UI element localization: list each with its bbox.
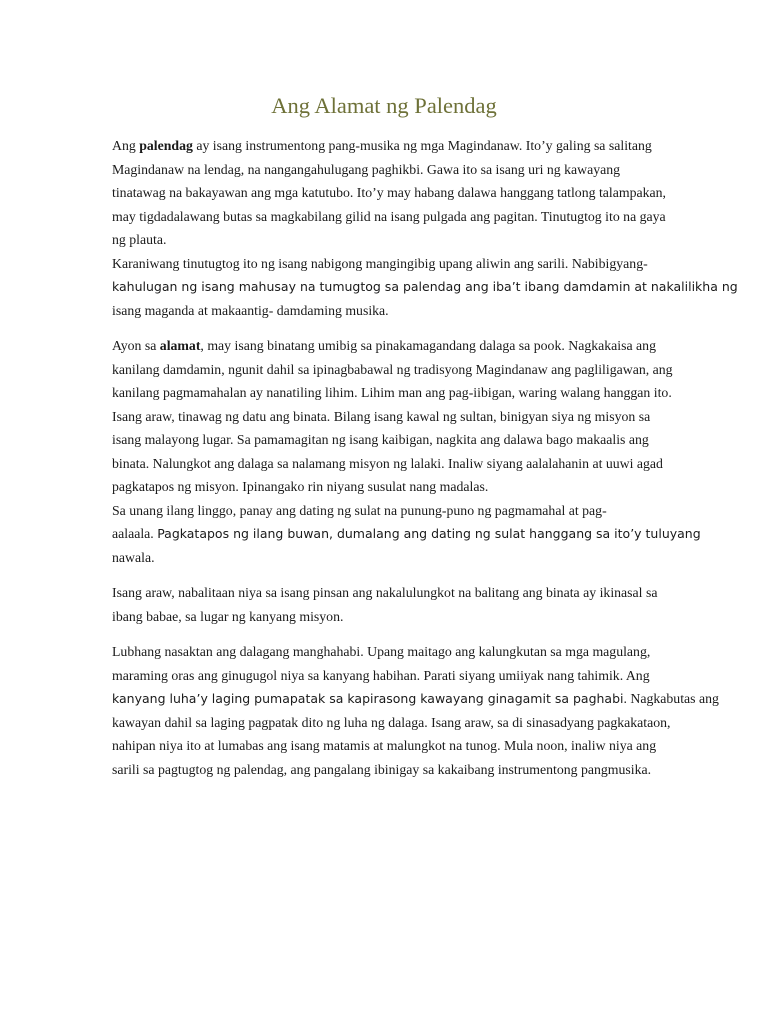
text-line [112,687,719,711]
text-line: maraming oras ang ginugugol niya sa kanyang habihan. Parati siyang umiiyak nang tahimik. Ang [112,667,650,683]
text-line: isang maganda at makaantig- damdaming musika. [112,302,389,318]
text-line [112,134,660,158]
text-line: Isang araw, nabalitaan niya sa isang pinsan ang nakalulungkot na balitang ang binata ay ikinasal sa [112,585,658,600]
text-span: Pagkatapos ng ilang buwan, dumalang ang dating ng sulat hanggang sa ito’y tuluyang [157,526,701,541]
text-line: ng plauta. [112,232,167,247]
text-line: tinatawag na bakayawan ang mga katutubo. Ito’y may habang dalawa hanggang tatlong talampakan, [112,185,666,200]
text-span: kanyang luha’y laging pumapatak sa kapirasong kawayang ginagamit sa paghabi [112,691,624,706]
text-line: kanilang damdamin, ngunit dahil sa ipinagbabawal ng tradisyong Magindanaw ang pagliligawan, ang [112,361,673,377]
text-span: , may isang binatang umibig sa pinakamagandang dalaga sa pook. Nagkakaisa ang [200,338,656,353]
text-line: Sa unang ilang linggo, panay ang dating ng sulat na punung-puno ng pagmamahal at pag- [112,502,607,518]
text-line [112,334,660,358]
text-line: nawala. [112,549,155,565]
bold-term-alamat: alamat [159,338,201,353]
text-line: nahipan niya ito at lumabas ang isang matamis at malungkot na tunog. Mula noon, inaliw niya ang [112,738,657,753]
text-line: sarili sa pagtugtog ng palendag, ang pangalang ibinigay sa kakaibang instrumentong pangmusika. [112,761,652,777]
paragraph-3 [112,581,660,628]
document-body [112,134,738,793]
text-line: binata. Nalungkot ang dalaga sa nalamang misyon ng lalaki. Inaliw siyang aalalahanin at uuwi agad [112,455,663,471]
text-span: aalaala. [112,526,158,541]
text-line: kanilang pagmamahalan ay nanatiling lihim. Lihim man ang pag-iibigan, waring walang hanggan ito. [112,385,672,400]
paragraph-1 [112,134,738,322]
text-span: Ayon sa [112,338,160,353]
text-line: ibang babae, sa lugar ng kanyang misyon. [112,608,344,624]
text-span: ay isang instrumentong pang-musika ng mga Magindanaw. Ito’y galing sa salitang [192,138,652,153]
page-title: Ang Alamat ng Palendag [271,93,497,118]
text-line: kahulugan ng isang mahusay na tumugtog sa palendag ang iba’t ibang damdamin at nakalilikha ng [112,279,738,294]
text-line: Isang araw, tinawag ng datu ang binata. Bilang isang kawal ng sultan, binigyan siya ng misyon sa [112,408,651,424]
text-line: isang malayong lugar. Sa pamamagitan ng isang kaibigan, nagkita ang dalawa bago makaalis ang [112,432,649,447]
text-line: Magindanaw na lendag, na nangangahulugang paghikbi. Gawa ito sa isang uri ng kawayang [112,161,621,177]
text-span: . Nagkabutas ang [623,691,719,706]
bold-term-palendag: palendag [139,138,193,153]
text-span: Ang [112,138,140,153]
text-line: kawayan dahil sa laging pagpatak dito ng luha ng dalaga. Isang araw, sa di sinasadyang pagkakataon, [112,714,671,730]
paragraph-4 [112,640,719,781]
text-line: Karaniwang tinutugtog ito ng isang nabigong mangingibig upang aliwin ang sarili. Nabibigyang- [112,255,648,271]
text-line: Lubhang nasaktan ang dalagang manghahabi. Upang maitago ang kalungkutan sa mga magulang, [112,644,651,659]
paragraph-2 [112,334,701,569]
text-line: pagkatapos ng misyon. Ipinangako rin niyang susulat nang madalas. [112,479,489,494]
text-line: may tigdadalawang butas sa magkabilang gilid na isang pulgada ang pagitan. Tinutugtog ito na gaya [112,208,666,224]
text-line [112,522,701,546]
